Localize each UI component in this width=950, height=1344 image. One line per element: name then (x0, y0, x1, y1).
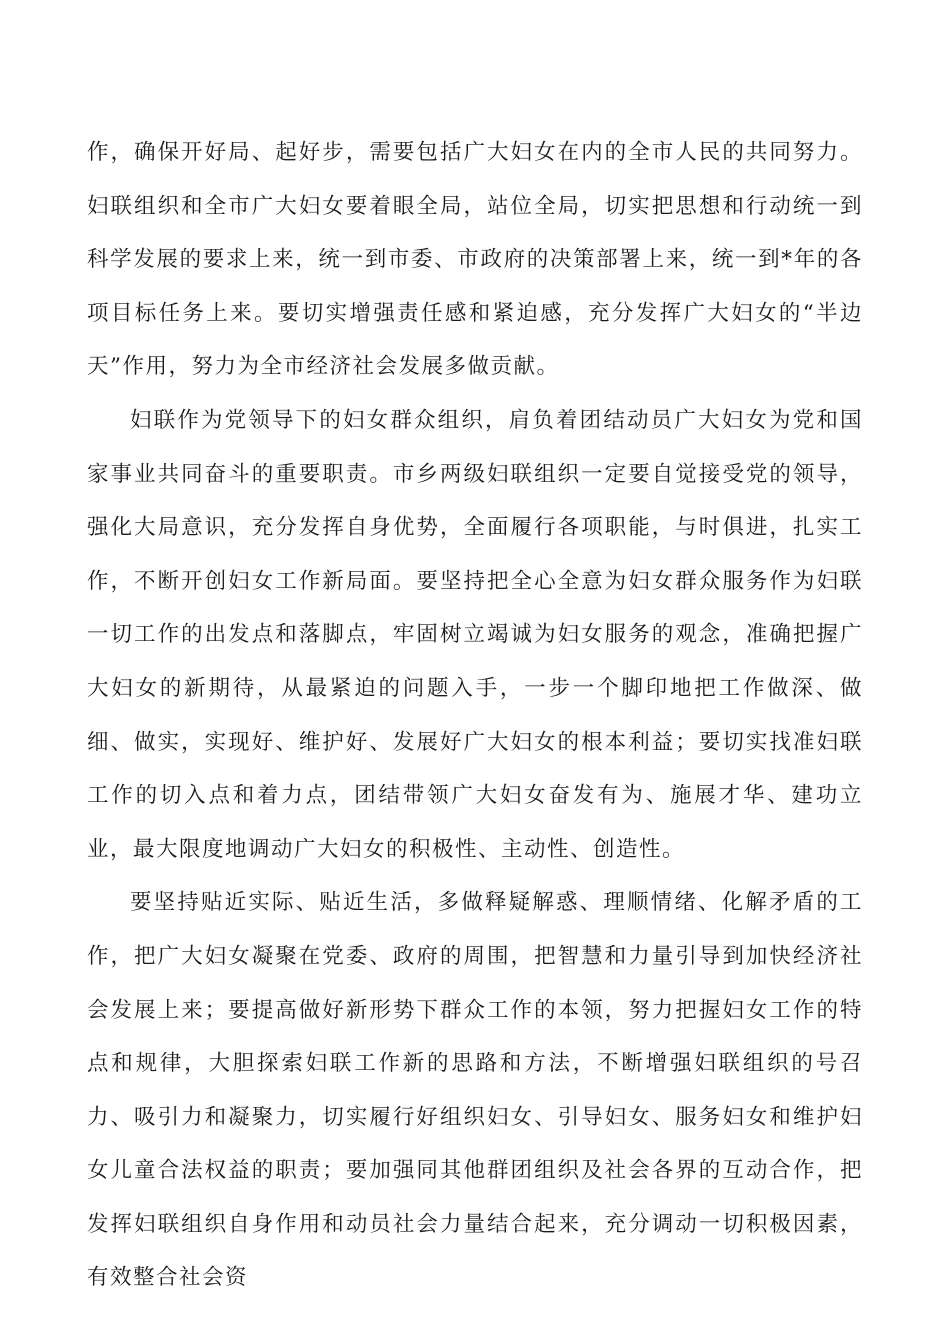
body-text (87, 126, 863, 1305)
paragraph-1: 作，确保开好局、起好步，需要包括广大妇女在内的全市人民的共同努力。妇联组织和全市广大妇女要着眼全局，站位全局，切实把思想和行动统一到科学发展的要求上来，统一到市委、市政府的决策部署上来，统一到*年的各项目标任务上来。要切实增强责任感和紧迫感，充分发挥广大妇女的“半边天”作用，努力为全市经济社会发展多做贡献。 (87, 140, 863, 380)
paragraph-2: 妇联作为党领导下的妇女群众组织，肩负着团结动员广大妇女为党和国家事业共同奋斗的重要职责。市乡两级妇联组织一定要自觉接受党的领导，强化大局意识，充分发挥自身优势，全面履行各项职能，与时俱进，扎实工作，不断开创妇女工作新局面。要坚持把全心全意为妇女群众服务作为妇联一切工作的出发点和落脚点，牢固树立竭诚为妇女服务的观念，准确把握广大妇女的新期待，从最紧迫的问题入手，一步一个脚印地把工作做深、做细、做实，实现好、维护好、发展好广大妇女的根本利益；要切实找准妇联工作的切入点和着力点，团结带领广大妇女奋发有为、施展才华、建功立业，最大限度地调动广大妇女的积极性、主动性、创造性。 (87, 407, 863, 862)
paragraph-3: 要坚持贴近实际、贴近生活，多做释疑解惑、理顺情绪、化解矛盾的工作，把广大妇女凝聚在党委、政府的周围，把智慧和力量引导到加快经济社会发展上来；要提高做好新形势下群众工作的本领，努力把握妇女工作的特点和规律，大胆探索妇联工作新的思路和方法，不断增强妇联组织的号召力、吸引力和凝聚力，切实履行好组织妇女、引导妇女、服务妇女和维护妇女儿童合法权益的职责；要加强同其他群团组织及社会各界的互动合作，把发挥妇联组织自身作用和动员社会力量结合起来，充分调动一切积极因素，有效整合社会资 (87, 890, 863, 1291)
